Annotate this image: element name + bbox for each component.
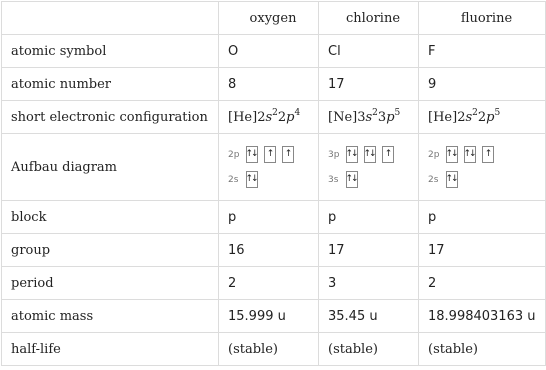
row-label-atomic-symbol: atomic symbol xyxy=(2,35,219,68)
cell-oxygen-configuration xyxy=(219,101,319,134)
orbital-box xyxy=(346,171,358,188)
config-core: [He] xyxy=(228,110,258,126)
cell-oxygen-atomic-number: 8 xyxy=(219,68,319,101)
table-row-aufbau-diagram xyxy=(2,134,546,201)
cell-fluorine-atomic-symbol: F xyxy=(419,35,546,68)
orbital-box xyxy=(446,171,458,188)
aufbau-subshell-row xyxy=(228,146,318,163)
mass-number: 35.45 xyxy=(328,308,366,324)
spin-up-arrow-icon: ↑ xyxy=(445,174,453,184)
orbital-box xyxy=(282,146,294,163)
orbital-box xyxy=(364,146,376,163)
config-shell-number: 2 xyxy=(277,110,287,126)
table-row-atomic-number xyxy=(2,68,546,101)
cell-oxygen-group: 16 xyxy=(219,234,319,267)
spin-up-arrow-icon: ↑ xyxy=(284,149,293,159)
spin-down-arrow-icon: ↓ xyxy=(369,149,377,159)
cell-chlorine-atomic-mass xyxy=(319,300,419,333)
cell-chlorine-group: 17 xyxy=(319,234,419,267)
aufbau-subshell-row xyxy=(428,171,545,188)
cell-fluorine-group: 17 xyxy=(419,234,546,267)
config-value xyxy=(228,107,301,126)
cell-fluorine-period: 2 xyxy=(419,267,546,300)
cell-oxygen-atomic-mass xyxy=(219,300,319,333)
config-shell-number: 3 xyxy=(357,110,366,126)
config-subshell-letter: s xyxy=(365,110,373,126)
config-subshell-letter: p xyxy=(486,110,495,126)
cell-fluorine-aufbau xyxy=(419,134,546,201)
cell-fluorine-atomic-number: 9 xyxy=(419,68,546,101)
cell-fluorine-atomic-mass xyxy=(419,300,546,333)
cell-fluorine-half-life: (stable) xyxy=(419,333,546,366)
spin-up-arrow-icon: ↑ xyxy=(484,149,493,159)
cell-chlorine-block: p xyxy=(319,201,419,234)
orbital-box xyxy=(246,171,258,188)
cell-chlorine-atomic-number: 17 xyxy=(319,68,419,101)
column-header-fluorine: fluorine xyxy=(419,2,546,35)
spin-down-arrow-icon: ↓ xyxy=(469,149,477,159)
cell-oxygen-half-life: (stable) xyxy=(219,333,319,366)
config-subshell-letter: p xyxy=(386,110,395,126)
aufbau-subshell-row xyxy=(328,171,418,188)
aufbau-subshell-row xyxy=(228,171,318,188)
orbital-box xyxy=(464,146,476,163)
config-subshell-letter: s xyxy=(265,110,273,126)
spin-up-arrow-icon: ↑ xyxy=(245,174,253,184)
element-comparison-table xyxy=(1,1,546,366)
subshell-label: 3p xyxy=(328,149,340,160)
row-label-atomic-mass: atomic mass xyxy=(2,300,219,333)
aufbau-subshell-row xyxy=(428,146,545,163)
config-electron-count: 2 xyxy=(372,107,378,118)
mass-unit: u xyxy=(369,308,378,324)
table-row-group xyxy=(2,234,546,267)
config-subshell-letter: s xyxy=(465,110,473,126)
config-shell-number: 2 xyxy=(457,110,466,126)
table-row-period xyxy=(2,267,546,300)
config-value xyxy=(328,107,401,126)
spin-up-arrow-icon: ↑ xyxy=(445,149,453,159)
config-electron-count: 5 xyxy=(494,107,501,118)
config-core: [He] xyxy=(428,110,458,126)
table-row-electronic-configuration xyxy=(2,101,546,134)
row-label-period: period xyxy=(2,267,219,300)
orbital-box xyxy=(446,146,458,163)
row-label-half-life: half-life xyxy=(2,333,219,366)
spin-up-arrow-icon: ↑ xyxy=(245,149,253,159)
header-corner-cell xyxy=(2,2,219,35)
subshell-label: 3s xyxy=(328,174,339,185)
cell-oxygen-atomic-symbol: O xyxy=(219,35,319,68)
config-shell-number: 3 xyxy=(377,110,387,126)
row-label-group: group xyxy=(2,234,219,267)
spin-down-arrow-icon: ↓ xyxy=(251,149,259,159)
orbital-box xyxy=(482,146,494,163)
cell-chlorine-configuration xyxy=(319,101,419,134)
config-electron-count: 2 xyxy=(472,107,478,118)
config-core: [Ne] xyxy=(328,110,358,126)
spin-down-arrow-icon: ↓ xyxy=(351,149,359,159)
subshell-label: 2p xyxy=(228,149,240,160)
mass-unit: u xyxy=(527,308,536,324)
cell-fluorine-configuration xyxy=(419,101,546,134)
config-shell-number: 2 xyxy=(477,110,487,126)
row-label-block: block xyxy=(2,201,219,234)
config-electron-count: 4 xyxy=(294,107,301,118)
mass-unit: u xyxy=(277,308,286,324)
subshell-label: 2p xyxy=(428,149,440,160)
spin-down-arrow-icon: ↓ xyxy=(451,149,459,159)
orbital-box xyxy=(264,146,276,163)
table-row-atomic-symbol xyxy=(2,35,546,68)
cell-oxygen-block: p xyxy=(219,201,319,234)
row-label-atomic-number: atomic number xyxy=(2,68,219,101)
spin-up-arrow-icon: ↑ xyxy=(266,149,275,159)
spin-up-arrow-icon: ↑ xyxy=(345,174,353,184)
spin-down-arrow-icon: ↓ xyxy=(451,174,459,184)
table-row-block xyxy=(2,201,546,234)
spin-down-arrow-icon: ↓ xyxy=(351,174,359,184)
cell-chlorine-atomic-symbol: Cl xyxy=(319,35,419,68)
cell-chlorine-aufbau xyxy=(319,134,419,201)
aufbau-diagram xyxy=(428,146,545,188)
spin-up-arrow-icon: ↑ xyxy=(363,149,371,159)
cell-oxygen-aufbau xyxy=(219,134,319,201)
table-row-half-life xyxy=(2,333,546,366)
config-value xyxy=(428,107,501,126)
config-shell-number: 2 xyxy=(257,110,266,126)
config-electron-count: 5 xyxy=(394,107,401,118)
cell-oxygen-period: 2 xyxy=(219,267,319,300)
cell-chlorine-period: 3 xyxy=(319,267,419,300)
header-row xyxy=(2,2,546,35)
column-header-chlorine: chlorine xyxy=(319,2,419,35)
row-label-aufbau-diagram: Aufbau diagram xyxy=(2,134,219,201)
cell-chlorine-half-life: (stable) xyxy=(319,333,419,366)
spin-up-arrow-icon: ↑ xyxy=(345,149,353,159)
subshell-label: 2s xyxy=(428,174,439,185)
row-label-electronic-configuration: short electronic configuration xyxy=(2,101,219,134)
spin-down-arrow-icon: ↓ xyxy=(251,174,259,184)
table-row-atomic-mass xyxy=(2,300,546,333)
spin-up-arrow-icon: ↑ xyxy=(384,149,393,159)
config-subshell-letter: p xyxy=(286,110,295,126)
column-header-oxygen: oxygen xyxy=(219,2,319,35)
orbital-box xyxy=(346,146,358,163)
aufbau-subshell-row xyxy=(328,146,418,163)
mass-number: 18.998403163 xyxy=(428,308,524,324)
orbital-box xyxy=(382,146,394,163)
aufbau-diagram xyxy=(328,146,418,188)
aufbau-diagram xyxy=(228,146,318,188)
mass-number: 15.999 xyxy=(228,308,274,324)
orbital-box xyxy=(246,146,258,163)
config-electron-count: 2 xyxy=(272,107,278,118)
spin-up-arrow-icon: ↑ xyxy=(463,149,471,159)
cell-fluorine-block: p xyxy=(419,201,546,234)
subshell-label: 2s xyxy=(228,174,239,185)
